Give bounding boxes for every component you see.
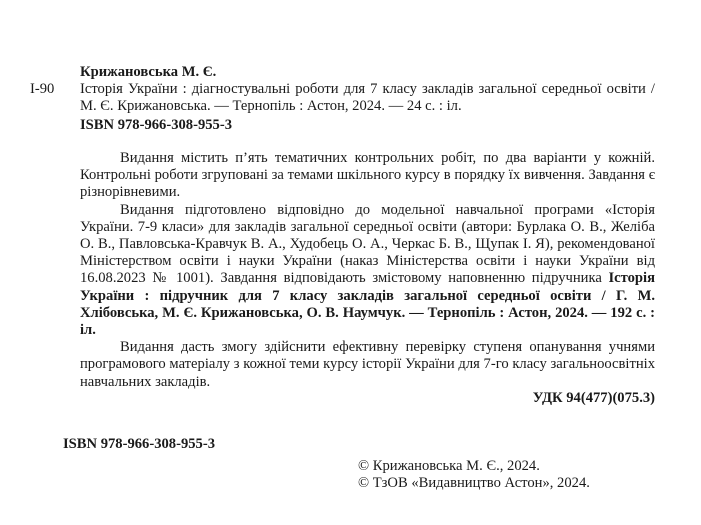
- annotation-block: [80, 150, 655, 391]
- annotation-paragraph-2-text: Видання підготовлено відповідно до модельної навчальної програми «Історія України. 7-9 класи» для закладів загальної середньої освіти (автори: Бурлака О. В., Желіба О. В., Павловська-Кравчук В. А., Худобець О. А., Черкас Б. В., Щупак І. Я), рекомендованої Міністерством освіти і науки України (наказ Міністерства освіти і науки України від 16.08.2023 № 1001). Завдання відповідають змістовому наповненню підручника: [80, 201, 655, 287]
- isbn-bottom: ISBN 978-966-308-955-3: [63, 436, 216, 452]
- isbn-top: ISBN 978-966-308-955-3: [80, 117, 233, 133]
- catalog-index: І-90: [30, 81, 55, 97]
- copyright-author: © Крижановська М. Є., 2024.: [358, 458, 540, 474]
- udc-code: УДК 94(477)(075.3): [532, 390, 655, 406]
- bibliographic-description: Історія України : діагностувальні роботи для 7 класу закладів загальної середньої освіти / М. Є. Крижановська. — Тернопіль : Астон, 2024. — 24 с. : іл.: [80, 81, 655, 115]
- author-heading: Крижановська М. Є.: [80, 64, 217, 80]
- copyright-publisher: © ТзОВ «Видавництво Астон», 2024.: [358, 475, 590, 491]
- annotation-paragraph-1: Видання містить п’ять тематичних контрольних робіт, по два варіанти у кожній. Контрольні роботи згруповані за темами шкільного курсу в порядку їх вивчення. Завдання є різнорівневими.: [80, 150, 655, 201]
- copyright-block: [358, 458, 590, 492]
- textbook-reference: Історія України : підручник для 7 класу закладів загальної середньої освіти / Г. М. Хлібовська, М. Є. Крижановська, О. В. Наумчук. — Тернопіль : Астон, 2024. — 192 с. : іл.: [80, 270, 655, 339]
- annotation-paragraph-2: [80, 202, 655, 340]
- annotation-paragraph-3: Видання дасть змогу здійснити ефективну перевірку ступеня опанування учнями програмового матеріалу з кожної теми курсу історії України для 7-го класу загальноосвітніх навчальних закладів.: [80, 339, 655, 390]
